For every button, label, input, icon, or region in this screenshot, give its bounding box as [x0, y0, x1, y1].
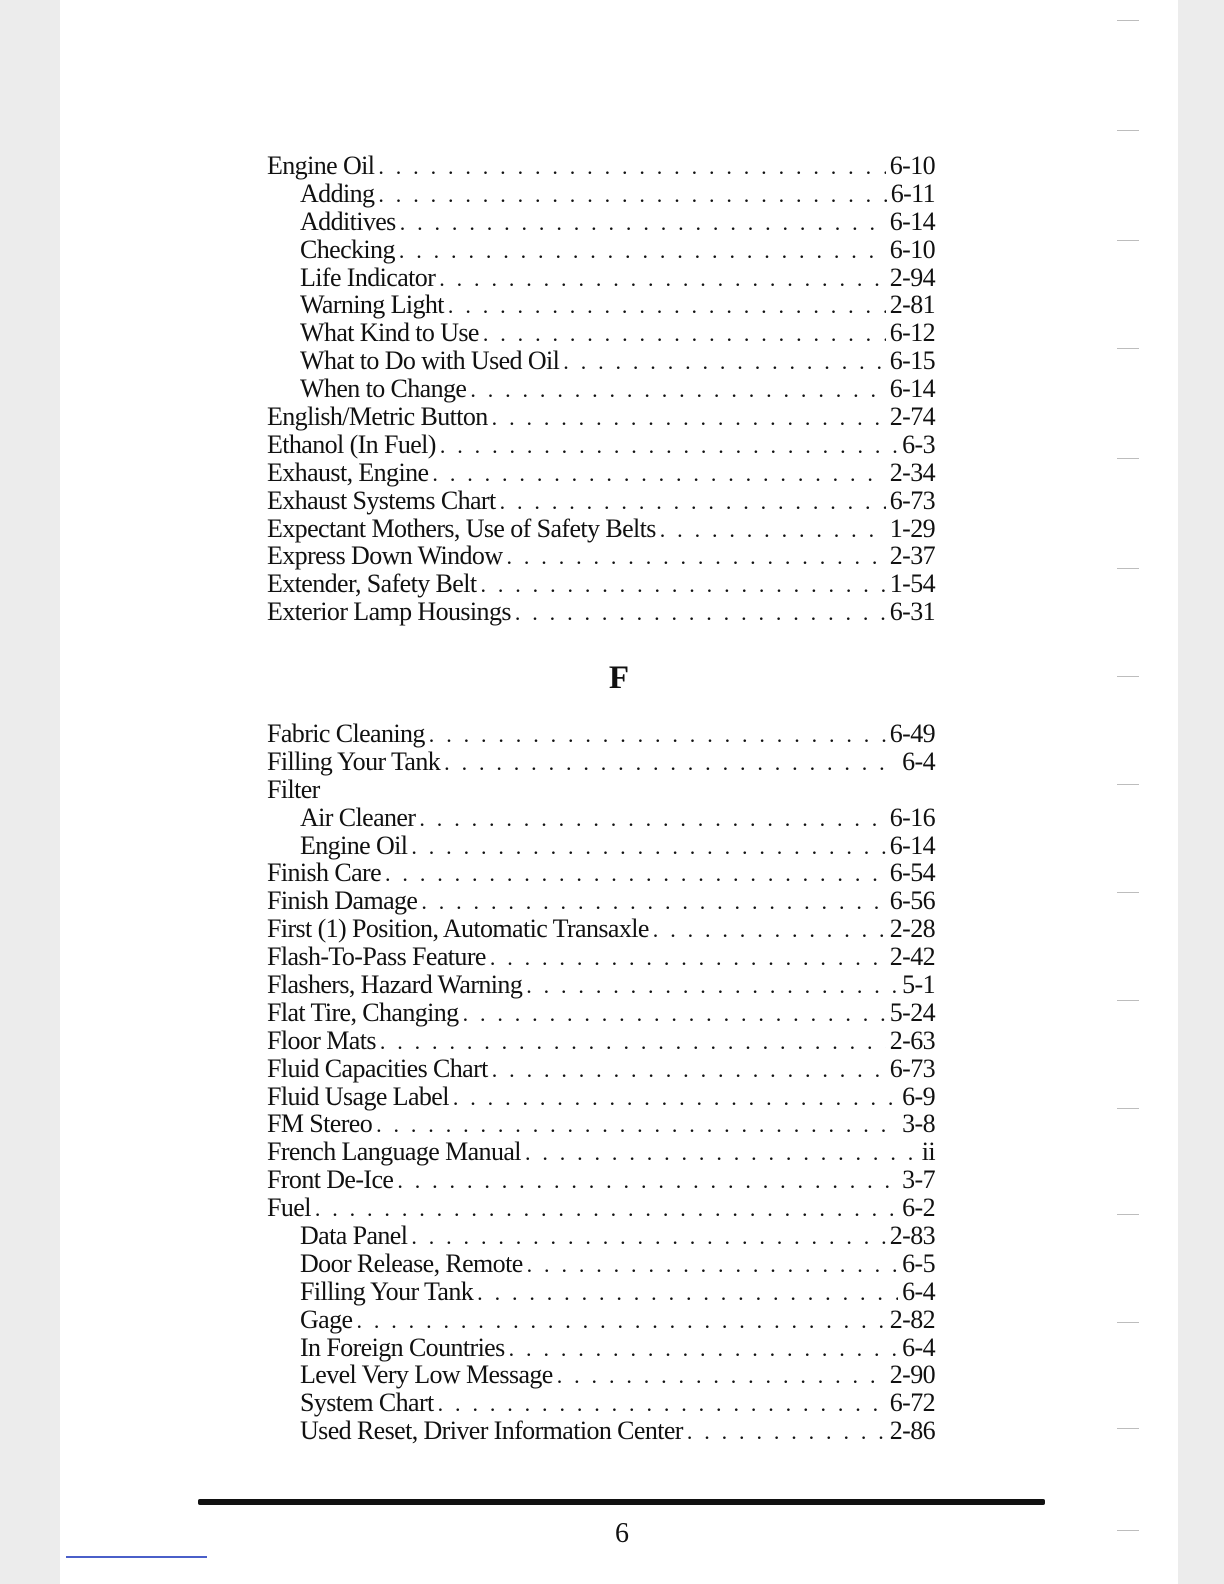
entry-page-ref: 6-4 — [902, 1332, 935, 1362]
margin-tick — [1117, 1108, 1139, 1109]
index-entry — [267, 720, 935, 748]
index-entry — [267, 152, 935, 180]
index-entry — [267, 1278, 935, 1306]
entry-page-ref: 2-74 — [889, 402, 935, 432]
entry-label: Filling Your Tank — [267, 746, 441, 776]
margin-tick — [1117, 458, 1139, 459]
index-entry — [267, 542, 935, 570]
entry-label: FM Stereo — [267, 1109, 373, 1139]
index-entry — [267, 431, 935, 459]
dot-leader — [500, 488, 886, 516]
index-section-e — [267, 152, 935, 626]
margin-tick — [1117, 676, 1139, 677]
entry-label: In Foreign Countries — [300, 1332, 505, 1362]
entry-label: Flash-To-Pass Feature — [267, 942, 486, 972]
entry-page-ref: 5-24 — [889, 997, 935, 1027]
entry-page-ref: 1-29 — [889, 513, 935, 543]
index-entry — [267, 1166, 935, 1194]
entry-page-ref: 6-4 — [902, 1276, 935, 1306]
dot-leader — [411, 1223, 885, 1251]
dot-leader — [385, 860, 886, 888]
entry-label: French Language Manual — [267, 1137, 521, 1167]
entry-page-ref: 6-49 — [889, 719, 935, 748]
entry-label: Expectant Mothers, Use of Safety Belts — [267, 513, 656, 543]
entry-label: Exterior Lamp Housings — [267, 597, 511, 627]
entry-page-ref: 6-16 — [889, 802, 935, 832]
entry-page-ref: 6-10 — [889, 234, 935, 264]
index-entry — [267, 319, 935, 347]
entry-page-ref: 6-11 — [890, 178, 935, 208]
index-entry — [267, 1110, 935, 1138]
entry-page-ref: 3-8 — [902, 1109, 935, 1139]
footer-rule — [198, 1499, 1045, 1505]
index-entry — [267, 887, 935, 915]
entry-page-ref: 6-4 — [902, 746, 935, 776]
entry-label: Flat Tire, Changing — [267, 997, 459, 1027]
margin-tick — [1117, 1428, 1139, 1429]
index-entry — [267, 598, 935, 626]
dot-leader — [439, 265, 885, 293]
index-entry — [267, 859, 935, 887]
margin-tick — [1117, 240, 1139, 241]
dot-leader — [526, 972, 898, 1000]
dot-leader — [419, 805, 885, 833]
index-entry — [267, 403, 935, 431]
entry-label: Warning Light — [300, 290, 444, 320]
entry-label: Front De-Ice — [267, 1165, 394, 1195]
index-entry — [267, 208, 935, 236]
entry-label: Fabric Cleaning — [267, 719, 425, 748]
index-entry — [267, 570, 935, 598]
index-entry — [267, 459, 935, 487]
entry-label: Air Cleaner — [300, 802, 416, 832]
index-entry — [267, 347, 935, 375]
entry-label: Door Release, Remote — [300, 1248, 523, 1278]
entry-label: English/Metric Button — [267, 402, 488, 432]
entry-page-ref: 6-54 — [889, 858, 935, 888]
index-entry — [267, 487, 935, 515]
index-entry — [267, 971, 935, 999]
dot-leader — [400, 209, 886, 237]
entry-label: Additives — [300, 206, 396, 236]
dot-leader — [483, 320, 886, 348]
dot-leader — [515, 599, 886, 627]
entry-page-ref: 6-3 — [902, 429, 935, 459]
dot-leader — [490, 944, 886, 972]
section-heading-f: F — [608, 660, 630, 696]
dot-leader — [492, 404, 886, 432]
entry-page-ref: 6-73 — [889, 1053, 935, 1083]
entry-label: Level Very Low Message — [300, 1360, 553, 1390]
index-entry — [267, 1361, 935, 1389]
index-entry — [267, 1055, 935, 1083]
entry-page-ref: 2-37 — [889, 541, 935, 571]
dot-leader — [507, 543, 886, 571]
entry-label: Life Indicator — [300, 262, 436, 292]
margin-tick — [1117, 568, 1139, 569]
entry-label: Fluid Capacities Chart — [267, 1053, 488, 1083]
entry-page-ref: 6-10 — [889, 151, 935, 180]
index-entry — [267, 375, 935, 403]
dot-leader — [444, 749, 898, 777]
entry-label: Finish Damage — [267, 886, 418, 916]
margin-tick — [1117, 1214, 1139, 1215]
dot-leader — [421, 888, 885, 916]
margin-tick — [1117, 130, 1139, 131]
entry-label: Express Down Window — [267, 541, 503, 571]
dot-leader — [315, 1195, 898, 1223]
entry-page-ref: 5-1 — [902, 970, 935, 1000]
dot-leader — [399, 237, 886, 265]
entry-page-ref: 6-72 — [889, 1388, 935, 1418]
entry-label: Engine Oil — [300, 830, 408, 860]
margin-tick — [1117, 1530, 1139, 1531]
entry-page-ref: 2-28 — [889, 914, 935, 944]
entry-page-ref: 2-81 — [889, 290, 935, 320]
entry-page-ref: 6-31 — [889, 597, 935, 627]
index-entry — [267, 1417, 935, 1445]
dot-leader — [438, 1390, 886, 1418]
index-entry — [267, 832, 935, 860]
entry-label: What to Do with Used Oil — [300, 346, 560, 376]
entry-label: Exhaust Systems Chart — [267, 485, 496, 515]
index-entry — [267, 236, 935, 264]
dot-leader — [660, 516, 886, 544]
entry-page-ref: 6-14 — [889, 374, 935, 404]
dot-leader — [453, 1084, 898, 1112]
entry-label: Fuel — [267, 1193, 311, 1223]
entry-label: Fluid Usage Label — [267, 1081, 449, 1111]
dot-leader — [356, 1307, 885, 1335]
entry-page-ref: 6-56 — [889, 886, 935, 916]
index-entry — [267, 180, 935, 208]
entry-page-ref: 6-14 — [889, 206, 935, 236]
entry-page-ref: 6-14 — [889, 830, 935, 860]
index-entry — [267, 1334, 935, 1362]
entry-label: Filling Your Tank — [300, 1276, 474, 1306]
index-entry — [267, 1222, 935, 1250]
index-entry — [267, 915, 935, 943]
entry-label: Adding — [300, 178, 375, 208]
document-page — [60, 0, 1178, 1584]
dot-leader — [380, 1028, 886, 1056]
dot-leader — [376, 1111, 898, 1139]
dot-leader — [527, 1251, 898, 1279]
index-entry — [267, 1389, 935, 1417]
index-section-f — [267, 720, 935, 1445]
dot-leader — [378, 153, 885, 181]
dot-leader — [411, 833, 885, 861]
index-entry — [267, 999, 935, 1027]
entry-page-ref: 2-42 — [889, 942, 935, 972]
index-entry — [267, 1194, 935, 1222]
dot-leader — [687, 1418, 886, 1446]
dot-leader — [477, 1279, 898, 1307]
dot-leader — [448, 292, 886, 320]
index-entry — [267, 264, 935, 292]
entry-page-ref: ii — [921, 1137, 935, 1167]
dot-leader — [563, 348, 885, 376]
index-entry — [267, 804, 935, 832]
entry-page-ref: 2-90 — [889, 1360, 935, 1390]
index-entry — [267, 776, 935, 804]
margin-tick — [1117, 784, 1139, 785]
entry-label: Gage — [300, 1304, 353, 1334]
index-entry — [267, 291, 935, 319]
entry-label: Extender, Safety Belt — [267, 569, 477, 599]
entry-page-ref: 6-15 — [889, 346, 935, 376]
margin-tick — [1117, 20, 1139, 21]
margin-tick — [1117, 348, 1139, 349]
entry-page-ref: 2-94 — [889, 262, 935, 292]
dot-leader — [492, 1056, 886, 1084]
entry-page-ref: 2-82 — [889, 1304, 935, 1334]
dot-leader — [653, 916, 886, 944]
dot-leader — [470, 376, 885, 404]
entry-page-ref: 6-2 — [902, 1193, 935, 1223]
dot-leader — [463, 1000, 886, 1028]
index-entry — [267, 1083, 935, 1111]
dot-leader — [480, 571, 885, 599]
entry-label: Engine Oil — [267, 151, 375, 180]
entry-page-ref: 1-54 — [889, 569, 935, 599]
entry-label: Filter — [267, 774, 320, 804]
entry-label: Flashers, Hazard Warning — [267, 970, 523, 1000]
corner-underline — [66, 1556, 207, 1558]
entry-page-ref: 6-5 — [902, 1248, 935, 1278]
index-entry — [267, 748, 935, 776]
dot-leader — [432, 460, 885, 488]
entry-page-ref: 6-9 — [902, 1081, 935, 1111]
entry-label: What Kind to Use — [300, 318, 479, 348]
dot-leader — [509, 1335, 898, 1363]
entry-label: Checking — [300, 234, 395, 264]
entry-label: System Chart — [300, 1388, 434, 1418]
margin-tick — [1117, 892, 1139, 893]
entry-page-ref: 2-34 — [889, 457, 935, 487]
entry-page-ref: 2-86 — [889, 1416, 935, 1446]
margin-tick — [1117, 1000, 1139, 1001]
entry-page-ref: 6-73 — [889, 485, 935, 515]
entry-label: When to Change — [300, 374, 467, 404]
entry-label: Data Panel — [300, 1221, 408, 1251]
entry-page-ref: 3-7 — [902, 1165, 935, 1195]
entry-label: Floor Mats — [267, 1025, 376, 1055]
entry-label: Ethanol (In Fuel) — [267, 429, 436, 459]
page-number: 6 — [615, 1518, 629, 1549]
entry-label: Exhaust, Engine — [267, 457, 429, 487]
dot-leader — [525, 1139, 918, 1167]
margin-tick — [1117, 1322, 1139, 1323]
dot-leader — [378, 181, 886, 209]
index-entry — [267, 1250, 935, 1278]
index-entry — [267, 515, 935, 543]
entry-page-ref: 2-83 — [889, 1221, 935, 1251]
entry-label: Finish Care — [267, 858, 382, 888]
index-entry — [267, 943, 935, 971]
dot-leader — [429, 721, 886, 749]
entry-label: First (1) Position, Automatic Transaxle — [267, 914, 649, 944]
dot-leader — [397, 1167, 898, 1195]
dot-leader — [557, 1362, 886, 1390]
entry-page-ref: 6-12 — [889, 318, 935, 348]
dot-leader — [440, 432, 898, 460]
index-entry — [267, 1138, 935, 1166]
entry-page-ref: 2-63 — [889, 1025, 935, 1055]
entry-label: Used Reset, Driver Information Center — [300, 1416, 683, 1446]
index-entry — [267, 1027, 935, 1055]
index-entry — [267, 1306, 935, 1334]
